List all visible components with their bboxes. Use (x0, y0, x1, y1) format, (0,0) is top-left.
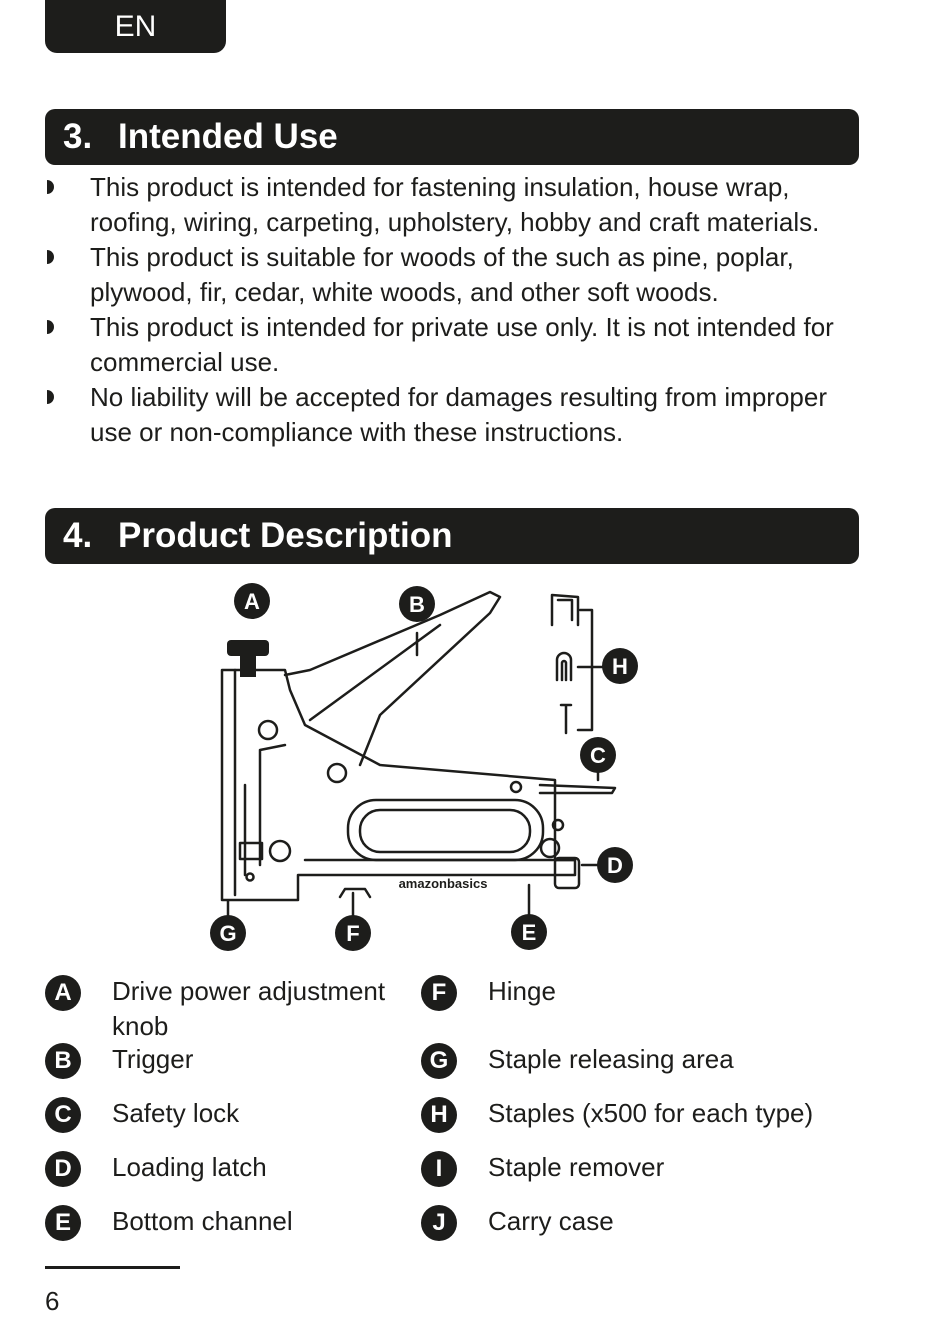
legend-letter-badge: B (45, 1043, 81, 1079)
legend-label: Carry case (488, 1206, 614, 1236)
trigger-outline (285, 592, 500, 765)
pivot-hole (541, 839, 559, 857)
staple-square-shape (552, 595, 578, 625)
trigger-inner-line (310, 625, 440, 720)
list-item: This product is suitable for woods of the such as pine, poplar, plywood, fir, cedar, white woods, and other soft woods. (45, 240, 875, 310)
legend-label: Loading latch (112, 1152, 267, 1182)
legend-letter-badge: H (421, 1097, 457, 1133)
safety-lock-lever (540, 785, 615, 793)
legend-label: Bottom channel (112, 1206, 293, 1236)
legend-label: Trigger (112, 1044, 194, 1074)
callout-d-label: D (607, 853, 623, 878)
callout-a-label: A (244, 589, 260, 614)
bullet-icon (47, 390, 54, 404)
legend-label: Staple releasing area (488, 1044, 734, 1074)
footer-rule (45, 1266, 180, 1269)
staple-gun-illustration (200, 575, 660, 960)
bullet-icon (47, 320, 54, 334)
grip-inner (360, 810, 530, 852)
section-heading-product-description (45, 508, 859, 564)
hinge-slot (240, 843, 262, 859)
callout-h-label: H (612, 654, 628, 679)
list-item: This product is intended for private use only. It is not intended for commercial use. (45, 310, 875, 380)
section-number: 4. (63, 516, 93, 555)
legend-label: Hinge (488, 976, 556, 1006)
knob-shaft (240, 655, 256, 677)
callout-g-label: G (219, 921, 237, 946)
callout-b-label: B (409, 592, 425, 617)
pivot-hole (270, 841, 290, 861)
intended-use-list (45, 170, 875, 450)
section-number: 3. (63, 117, 93, 156)
legend-letter-badge: E (45, 1205, 81, 1241)
list-item: This product is intended for fastening insulation, house wrap, roofing, wiring, carpeting, upholstery, hobby and craft materials. (45, 170, 875, 240)
bullet-icon (47, 180, 54, 194)
callout-f-label: F (346, 921, 360, 946)
bullet-icon (47, 250, 54, 264)
legend-letter-badge: A (45, 975, 81, 1011)
frame-inner-lines (245, 745, 285, 875)
list-item: No liability will be accepted for damages resulting from improper use or non-compliance with these instructions. (45, 380, 875, 450)
legend-letter-badge: I (421, 1151, 457, 1187)
language-tab: EN (45, 0, 226, 53)
section-heading-intended-use (45, 109, 859, 165)
legend-letter-badge: D (45, 1151, 81, 1187)
legend-letter-badge: J (421, 1205, 457, 1241)
callout-e-label: E (521, 920, 537, 945)
legend-label: Drive power adjustment knob (112, 976, 386, 1041)
legend-letter-badge: C (45, 1097, 81, 1133)
legend-letter-badge: F (421, 975, 457, 1011)
legend-label: Safety lock (112, 1098, 240, 1128)
drive-knob (227, 640, 269, 656)
hinge-part (340, 889, 370, 897)
pivot-hole (328, 764, 346, 782)
brad-nail-shape (561, 705, 571, 733)
legend-label: Staple remover (488, 1152, 665, 1182)
pivot-hole (259, 721, 277, 739)
pivot-hole (511, 782, 521, 792)
staples-bracket (578, 610, 604, 730)
staple-round-shape (557, 653, 571, 680)
callout-c-label: C (590, 743, 606, 768)
section-title: Product Description (118, 516, 453, 555)
page-number: 6 (45, 1286, 60, 1316)
legend-label: Staples (x500 for each type) (488, 1098, 814, 1128)
legend-letter-badge: G (421, 1043, 457, 1079)
tool-body (222, 670, 575, 900)
section-title: Intended Use (118, 117, 338, 156)
brand-logo-text: amazonbasics (398, 876, 488, 891)
pivot-hole (247, 874, 254, 881)
